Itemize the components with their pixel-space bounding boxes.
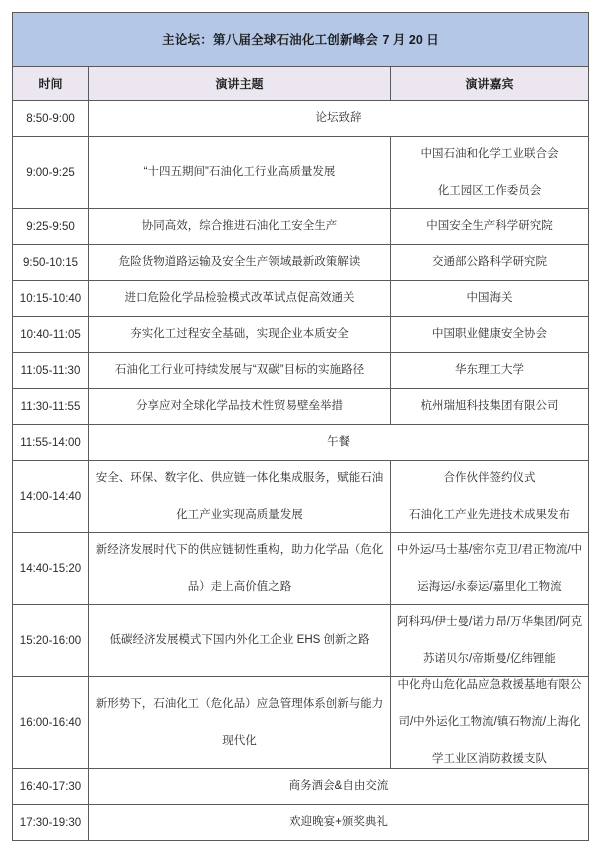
guest-line: 中国石油和化学工业联合会 <box>420 147 559 160</box>
topic-line: 危险货物道路运输及安全生产领域最新政策解读 <box>118 256 361 268</box>
forum-title-cell <box>13 13 589 67</box>
agenda-table <box>12 12 589 841</box>
column-header-guest-label: 演讲嘉宾 <box>465 76 514 91</box>
guest-line: 学工业区消防救援支队 <box>432 753 547 765</box>
cell-full-width: 论坛致辞 <box>89 101 589 137</box>
cell-topic <box>89 533 391 605</box>
column-header-topic <box>89 67 391 101</box>
cell-guest <box>391 533 589 605</box>
topic-line: 化工产业实现高质量发展 <box>176 508 303 521</box>
guest-line: 华东理工大学 <box>455 364 524 376</box>
cell-time: 9:25-9:50 <box>13 209 89 245</box>
table-row <box>13 389 589 425</box>
title-row <box>13 13 589 67</box>
cell-topic <box>89 605 391 677</box>
cell-topic <box>89 245 391 281</box>
column-header-row <box>13 67 589 101</box>
table-head <box>13 13 589 101</box>
cell-guest <box>391 353 589 389</box>
cell-full-width: 商务酒会&自由交流 <box>89 769 589 805</box>
cell-time: 10:40-11:05 <box>13 317 89 353</box>
cell-time: 8:50-9:00 <box>13 101 89 137</box>
cell-time: 14:00-14:40 <box>13 461 89 533</box>
column-header-topic-label: 演讲主题 <box>215 76 264 91</box>
guest-line: 合作伙伴签约仪式 <box>443 471 536 484</box>
guest-line: 交通部公路科学研究院 <box>432 256 547 268</box>
topic-line: 现代化 <box>222 734 257 747</box>
cell-guest <box>391 281 589 317</box>
guest-line: 杭州瑞旭科技集团有限公司 <box>420 400 559 412</box>
guest-line: 化工园区工作委员会 <box>437 184 542 197</box>
cell-topic <box>89 317 391 353</box>
topic-line: 石油化工行业可持续发展与“双碳”目标的实施路径 <box>114 364 365 376</box>
table-row <box>13 425 589 461</box>
table-row <box>13 317 589 353</box>
table-row <box>13 769 589 805</box>
table-row <box>13 209 589 245</box>
topic-line: 进口危险化学品检验模式改革试点促高效通关 <box>124 292 355 304</box>
topic-line: “十四五期间”石油化工行业高质量发展 <box>143 166 336 178</box>
guest-line: 运海运/永泰运/嘉里化工物流 <box>417 580 562 593</box>
cell-topic <box>89 137 391 209</box>
guest-line: 中国海关 <box>466 292 513 304</box>
cell-guest <box>391 245 589 281</box>
cell-full-width: 午餐 <box>89 425 589 461</box>
table-row <box>13 281 589 317</box>
cell-time: 10:15-10:40 <box>13 281 89 317</box>
cell-time: 11:30-11:55 <box>13 389 89 425</box>
topic-line: 品）走上高价值之路 <box>187 580 292 593</box>
cell-guest <box>391 461 589 533</box>
cell-time: 11:05-11:30 <box>13 353 89 389</box>
topic-line: 低碳经济发展模式下国内外化工企业 EHS 创新之路 <box>109 634 370 646</box>
table-row <box>13 677 589 769</box>
topic-line: 安全、环保、数字化、供应链一体化集成服务，赋能石油 <box>95 471 384 484</box>
cell-topic <box>89 209 391 245</box>
topic-line: 新形势下，石油化工（危化品）应急管理体系创新与能力 <box>95 697 384 710</box>
topic-line: 协同高效，综合推进石油化工安全生产 <box>141 220 338 232</box>
table-row <box>13 605 589 677</box>
guest-line: 阿科玛/伊士曼/诺力昂/万华集团/阿克 <box>396 615 583 628</box>
guest-line: 苏诺贝尔/帝斯曼/亿纬锂能 <box>423 652 556 665</box>
forum-date: 7 月 20 日 <box>382 32 439 47</box>
forum-title: 主论坛：第八届全球石油化工创新峰会 <box>162 32 379 47</box>
cell-topic <box>89 677 391 769</box>
guest-line: 司/中外运化工物流/镇石物流/上海化 <box>398 716 581 728</box>
topic-line: 夯实化工过程安全基础，实现企业本质安全 <box>130 328 349 340</box>
table-row <box>13 805 589 841</box>
table-row <box>13 461 589 533</box>
cell-time: 17:30-19:30 <box>13 805 89 841</box>
guest-line: 中国安全生产科学研究院 <box>426 220 553 232</box>
topic-line: 新经济发展时代下的供应链韧性重构，助力化学品（危化 <box>95 543 384 556</box>
table-row <box>13 101 589 137</box>
cell-topic <box>89 281 391 317</box>
cell-guest <box>391 389 589 425</box>
guest-line: 中国职业健康安全协会 <box>432 328 547 340</box>
cell-time: 9:50-10:15 <box>13 245 89 281</box>
table-row <box>13 245 589 281</box>
table-body <box>13 101 589 841</box>
cell-time: 9:00-9:25 <box>13 137 89 209</box>
cell-full-width: 欢迎晚宴+颁奖典礼 <box>89 805 589 841</box>
cell-topic <box>89 389 391 425</box>
cell-time: 11:55-14:00 <box>13 425 89 461</box>
cell-guest <box>391 677 589 769</box>
table-row <box>13 137 589 209</box>
column-header-time <box>13 67 89 101</box>
column-header-guest <box>391 67 589 101</box>
cell-guest <box>391 209 589 245</box>
table-row <box>13 353 589 389</box>
cell-guest <box>391 317 589 353</box>
cell-topic <box>89 353 391 389</box>
cell-time: 16:00-16:40 <box>13 677 89 769</box>
cell-time: 16:40-17:30 <box>13 769 89 805</box>
cell-topic <box>89 461 391 533</box>
cell-time: 15:20-16:00 <box>13 605 89 677</box>
topic-line: 分享应对全球化学品技术性贸易壁垒举措 <box>136 400 343 412</box>
cell-time: 14:40-15:20 <box>13 533 89 605</box>
cell-guest <box>391 137 589 209</box>
column-header-time-label: 时间 <box>38 76 63 91</box>
guest-line: 石油化工产业先进技术成果发布 <box>409 508 570 521</box>
guest-line: 中化舟山危化品应急救援基地有限公 <box>397 679 582 691</box>
cell-guest <box>391 605 589 677</box>
table-row <box>13 533 589 605</box>
guest-line: 中外运/马士基/密尔克卫/君正物流/中 <box>396 543 583 556</box>
